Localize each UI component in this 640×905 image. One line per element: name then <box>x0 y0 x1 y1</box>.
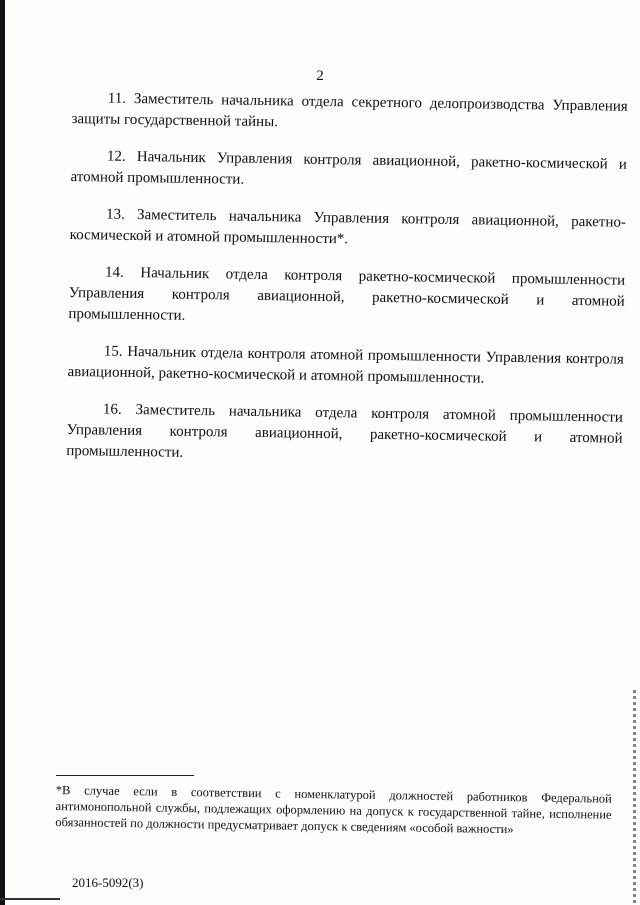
list-item: 12. Начальник Управления контроля авиационной, ракетно-космической и атомной промышленности. <box>70 148 627 188</box>
scan-right-edge <box>633 690 636 905</box>
page-number: 2 <box>316 68 324 84</box>
list-item: 16. Заместитель начальника отдела контроля атомной промышленности Управления контроля авиационной, ракетно-космической и атомной промышленности. <box>66 401 624 461</box>
list-item: 14. Начальник отдела контроля ракетно-космической промышленности Управления контроля авиационной, ракетно-космической и атомной промышленности. <box>68 264 626 324</box>
list-item: 15. Начальник отдела контроля атомной промышленности Управления контроля авиационной, ракетно-космической и атомной промышленности. <box>67 343 624 387</box>
bottom-rule <box>0 898 60 900</box>
footnote-separator <box>56 775 194 776</box>
document-code: 2016-5092(3) <box>72 875 144 890</box>
positions-list <box>66 88 628 487</box>
scan-left-edge <box>0 0 5 905</box>
footnote: *В случае если в соответствии с номенклатурой должностей работников Федеральной антимонопольной службы, подлежащих оформлению на допуск к государственной тайне, исполнение обязанностей по должности предусматривает допуск к сведениям «особой важности» <box>55 782 612 837</box>
list-item: 13. Заместитель начальника Управления контроля авиационной, ракетно-космической и атомной промышленности*. <box>69 206 627 248</box>
list-item: 11. Заместитель начальника отдела секретного делопроизводства Управления защиты государственной тайны. <box>71 90 628 131</box>
